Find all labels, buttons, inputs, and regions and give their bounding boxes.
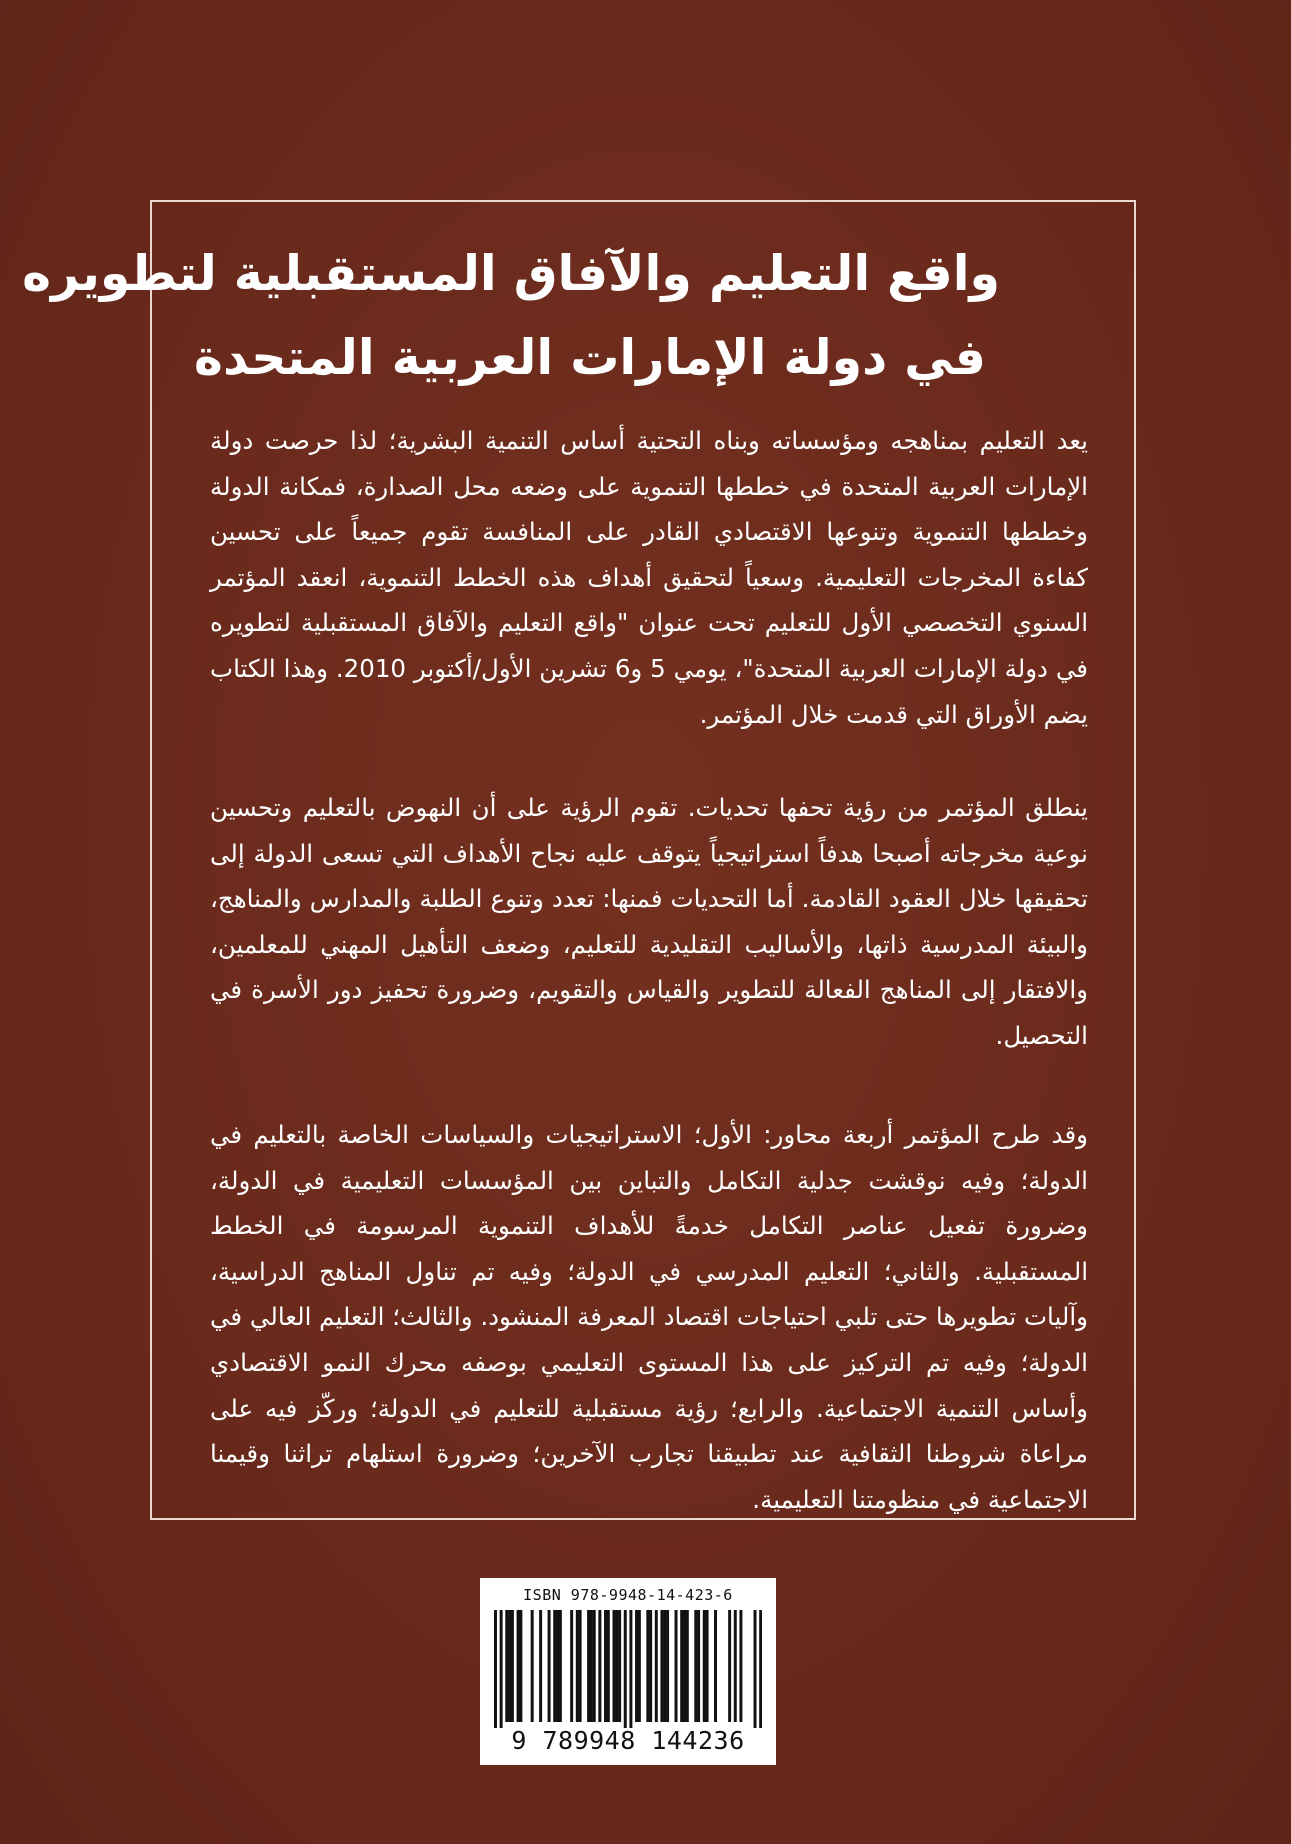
barcode-bar [587, 1610, 590, 1722]
barcode-bar [660, 1610, 663, 1722]
barcode-bar [593, 1610, 596, 1722]
barcode-bar [511, 1610, 514, 1722]
barcode-bar [531, 1610, 534, 1722]
barcode-bar [759, 1610, 762, 1728]
barcode-bar [694, 1610, 697, 1722]
barcode-bar [666, 1610, 669, 1722]
barcode-bar [686, 1610, 689, 1722]
barcode-bar [615, 1610, 618, 1722]
barcode-bar [697, 1610, 700, 1722]
barcode-bar [519, 1610, 522, 1722]
barcode-bar [570, 1610, 573, 1722]
barcode-bar [663, 1610, 666, 1722]
barcode-bar [734, 1610, 737, 1722]
barcode-bar [649, 1610, 652, 1722]
blurb-paragraph-1: يعد التعليم بمناهجه ومؤسساته وبناه التحتية أساس التنمية البشرية؛ لذا حرصت دولة الإمارات العربية المتحدة في خططها التنموية على وضعه محل الصدارة، فمكانة الدولة وخططها التنموية وتنوعها الاقتصادي القادر على المنافسة تقوم جميعاً على تحسين كفاءة المخرجات التعليمية. وسعياً لتحقيق أهداف هذه الخطط التنموية، انعقد المؤتمر السنوي التخصصي الأول للتعليم تحت عنوان "واقع التعليم والآفاق المستقبلية لتطويره في دولة الإمارات العربية المتحدة"، يومي 5 و6 تشرين الأول/أكتوبر 2010. وهذا الكتاب يضم الأوراق التي قدمت خلال المؤتمر. [210, 426, 1088, 729]
barcode-bar [624, 1610, 627, 1728]
barcode-bar [728, 1610, 731, 1722]
barcode-bar [505, 1610, 508, 1722]
blurb-paragraph-2: ينطلق المؤتمر من رؤية تحفها تحديات. تقوم الرؤية على أن النهوض بالتعليم وتحسين نوعية مخرجاته أصبحا هدفاً استراتيجياً يتوقف عليه نجاح الأهداف التي تسعى الدولة إلى تحقيقها خلال العقود القادمة. أما التحديات فمنها: تعدد وتنوع الطلبة والمدارس والمناهج، والبيئة المدرسية ذاتها، والأساليب التقليدية للتعليم، وضعف التأهيل المهني للمعلمين، والافتقار إلى المناهج الفعالة للتطوير والقياس والتقويم، وضرورة تحفيز دور الأسرة في التحصيل. [210, 793, 1088, 1050]
barcode-bar [539, 1610, 542, 1722]
barcode-bar [494, 1610, 497, 1728]
barcode-bar [638, 1610, 641, 1722]
barcode-bar [655, 1610, 658, 1722]
barcode-bar [517, 1610, 520, 1722]
barcode-bars [494, 1610, 762, 1728]
isbn-barcode [480, 1578, 776, 1765]
book-title [22, 232, 1000, 400]
title-line-1: واقع التعليم والآفاق المستقبلية لتطويره [22, 245, 1000, 302]
barcode-bar [612, 1610, 615, 1722]
barcode-bar [646, 1610, 649, 1722]
barcode-bar [635, 1610, 638, 1722]
barcode-bar [754, 1610, 757, 1728]
blurb-paragraph-3: وقد طرح المؤتمر أربعة محاور: الأول؛ الاستراتيجيات والسياسات الخاصة بالتعليم في الدولة؛ وفيه نوقشت جدلية التكامل والتباين بين المؤسسات التعليمية في الدولة، وضرورة تفعيل عناصر التكامل خدمةً للأهداف التنموية المرسومة في الخطط المستقبلية. والثاني؛ التعليم المدرسي في الدولة؛ وفيه تم تناول المناهج الدراسية، وآليات تطويرها حتى تلبي احتياجات اقتصاد المعرفة المنشود. والثالث؛ التعليم العالي في الدولة؛ وفيه تم التركيز على هذا المستوى التعليمي بوصفه محرك النمو الاقتصادي وأساس التنمية الاجتماعية. والرابع؛ رؤية مستقبلية للتعليم في الدولة؛ وركّز فيه على مراعاة شروطنا الثقافية عند تطبيقنا تجارب الآخرين؛ وضرورة استلهام تراثنا وقيمنا الاجتماعية في منظومتنا التعليمية. [210, 1120, 1088, 1514]
barcode-digits: 9 789948 144236 [511, 1726, 745, 1755]
barcode-bar [553, 1610, 556, 1722]
barcode-bar [590, 1610, 593, 1722]
barcode-bar [576, 1610, 579, 1722]
isbn-label: ISBN 978-9948-14-423-6 [523, 1586, 733, 1604]
barcode-bar [683, 1610, 686, 1722]
barcode-bar [739, 1610, 742, 1722]
barcode-bar [556, 1610, 559, 1722]
barcode-bar [579, 1610, 582, 1722]
barcode-bar [508, 1610, 511, 1722]
barcode-bar [607, 1610, 610, 1722]
barcode-bar [706, 1610, 709, 1722]
barcode-bar [675, 1610, 678, 1722]
title-line-2: في دولة الإمارات العربية المتحدة [194, 329, 986, 386]
barcode-bar [559, 1610, 562, 1722]
barcode-bar [703, 1610, 706, 1722]
barcode-bar [629, 1610, 632, 1728]
barcode-bar [714, 1610, 717, 1722]
barcode-bar [500, 1610, 503, 1728]
barcode-bar [618, 1610, 621, 1722]
barcode-bar [598, 1610, 601, 1722]
barcode-bar [680, 1610, 683, 1722]
barcode-bar [548, 1610, 551, 1722]
barcode-bar [604, 1610, 607, 1722]
